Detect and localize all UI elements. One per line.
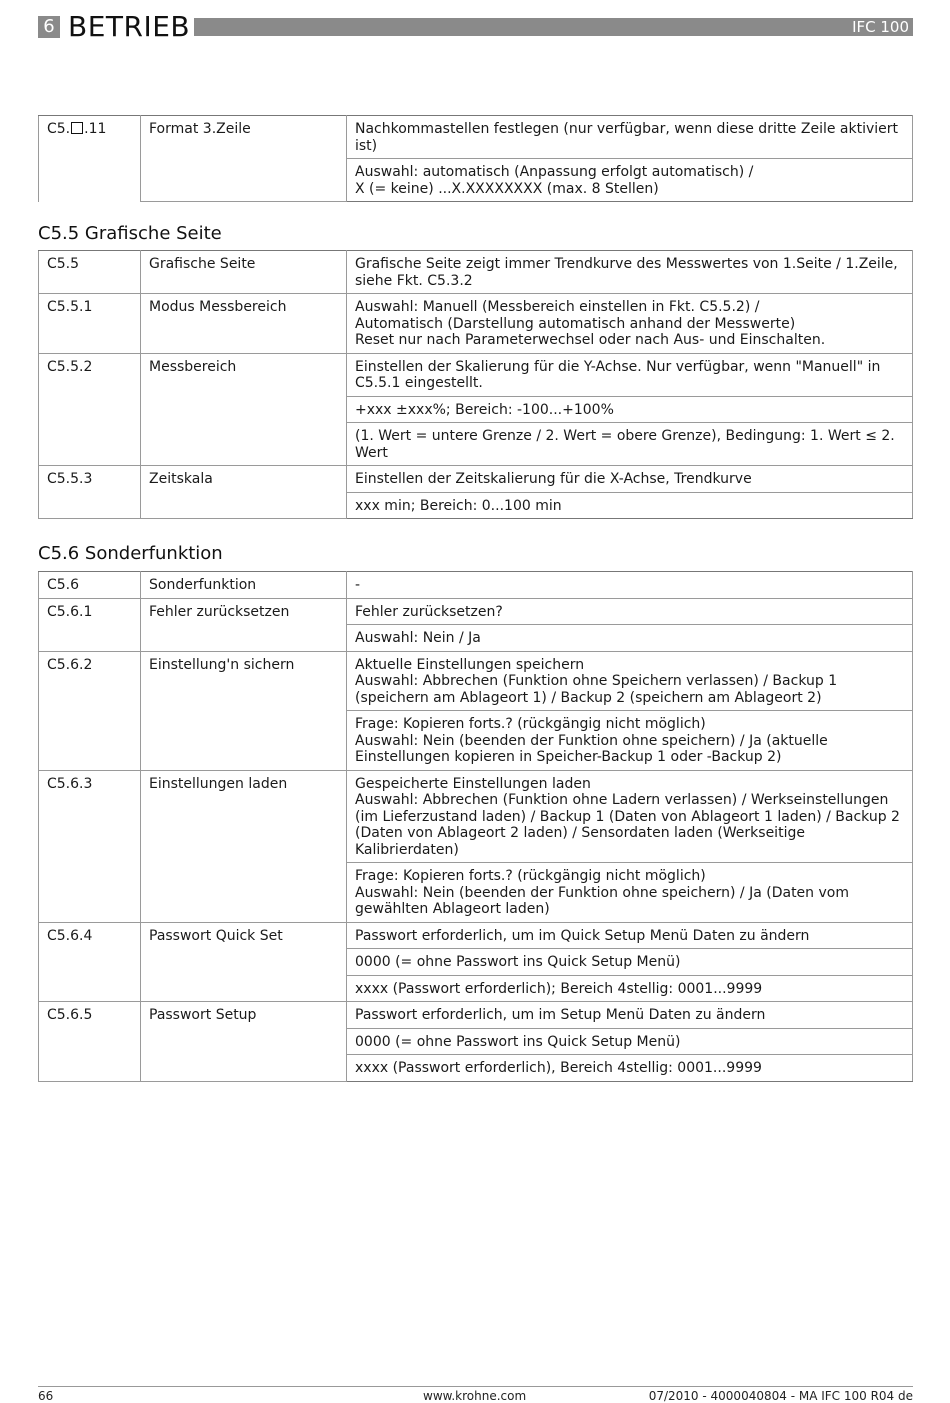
function-name: Grafische Seite xyxy=(141,251,347,294)
function-code: C5.5.3 xyxy=(39,466,141,519)
function-desc: Passwort erforderlich, um im Quick Setup Menü Daten zu ändern xyxy=(347,922,913,949)
function-code: C5.6.4 xyxy=(39,922,141,1002)
product-name: IFC 100 xyxy=(852,18,909,36)
function-code: C5. .11 xyxy=(39,116,141,202)
function-desc: Fehler zurücksetzen? xyxy=(347,598,913,625)
format-table xyxy=(38,115,913,202)
function-code: C5.6.1 xyxy=(39,598,141,651)
section-title: C5.5 Grafische Seite xyxy=(38,223,222,244)
function-desc: xxxx (Passwort erforderlich), Bereich 4stellig: 0001...9999 xyxy=(347,1055,913,1082)
function-desc: 0000 (= ohne Passwort ins Quick Setup Menü) xyxy=(347,949,913,976)
function-name: Einstellungen laden xyxy=(141,770,347,922)
chapter-number: 6 xyxy=(38,16,60,38)
function-name: Format 3.Zeile xyxy=(141,116,347,202)
function-desc: - xyxy=(347,572,913,599)
document-reference: 07/2010 - 4000040804 - MA IFC 100 R04 de xyxy=(648,1389,913,1403)
footer-divider xyxy=(38,1386,913,1387)
function-desc: xxx min; Bereich: 0...100 min xyxy=(347,492,913,519)
function-code: C5.6.2 xyxy=(39,651,141,770)
function-desc: Auswahl: Manuell (Messbereich einstellen in Fkt. C5.5.2) / Automatisch (Darstellung automatisch anhand der Messwerte) Reset nur nach Parameterwechsel oder nach Aus- und Einschalten. xyxy=(347,294,913,354)
function-desc: Gespeicherte Einstellungen laden Auswahl: Abbrechen (Funktion ohne Ladern verlassen) / Werkseinstellungen (im Lieferzustand laden) / Backup 1 (Daten von Ablageort 1 laden) / Backup 2 (Daten von Ablageort 2 laden) / Sensordaten laden (Werkseitige Kalibrierdaten) xyxy=(347,770,913,863)
placeholder-box-icon xyxy=(71,122,83,134)
function-name: Messbereich xyxy=(141,353,347,466)
function-code: C5.6.5 xyxy=(39,1002,141,1082)
section-title: C5.6 Sonderfunktion xyxy=(38,543,223,564)
function-desc: Aktuelle Einstellungen speichern Auswahl: Abbrechen (Funktion ohne Speichern verlassen) / Backup 1 (speichern am Ablageort 1) / Backup 2 (speichern am Ablageort 2) xyxy=(347,651,913,711)
header-bar xyxy=(194,18,913,36)
function-desc: (1. Wert = untere Grenze / 2. Wert = obere Grenze), Bedingung: 1. Wert ≤ 2. Wert xyxy=(347,423,913,466)
function-desc: +xxx ±xxx%; Bereich: -100...+100% xyxy=(347,396,913,423)
function-desc: Einstellen der Zeitskalierung für die X-Achse, Trendkurve xyxy=(347,466,913,493)
function-code: C5.6 xyxy=(39,572,141,599)
function-name: Sonderfunktion xyxy=(141,572,347,599)
function-name: Einstellung'n sichern xyxy=(141,651,347,770)
function-desc: Frage: Kopieren forts.? (rückgängig nicht möglich) Auswahl: Nein (beenden der Funktion ohne speichern) / Ja (aktuelle Einstellungen kopieren in Speicher-Backup 1 oder -Backup 2) xyxy=(347,711,913,771)
function-desc: Auswahl: automatisch (Anpassung erfolgt automatisch) / X (= keine) ...X.XXXXXXXX (max. 8 Stellen) xyxy=(347,159,913,202)
function-name: Fehler zurücksetzen xyxy=(141,598,347,651)
function-name: Modus Messbereich xyxy=(141,294,347,354)
function-name: Passwort Setup xyxy=(141,1002,347,1082)
function-desc: Grafische Seite zeigt immer Trendkurve des Messwertes von 1.Seite / 1.Zeile, siehe Fkt. C5.3.2 xyxy=(347,251,913,294)
page-number: 66 xyxy=(38,1389,54,1403)
function-desc: Passwort erforderlich, um im Setup Menü Daten zu ändern xyxy=(347,1002,913,1029)
chapter-title: BETRIEB xyxy=(68,10,191,43)
function-desc: Einstellen der Skalierung für die Y-Achse. Nur verfügbar, wenn "Manuell" in C5.5.1 eingestellt. xyxy=(347,353,913,396)
function-code: C5.5.1 xyxy=(39,294,141,354)
sonderfunktion-table xyxy=(38,571,913,1082)
function-desc: Nachkommastellen festlegen (nur verfügbar, wenn diese dritte Zeile aktiviert ist) xyxy=(347,116,913,159)
website-link: www.krohne.com xyxy=(423,1389,527,1403)
page-header xyxy=(38,10,913,43)
function-desc: Auswahl: Nein / Ja xyxy=(347,625,913,652)
function-desc: Frage: Kopieren forts.? (rückgängig nicht möglich) Auswahl: Nein (beenden der Funktion ohne speichern) / Ja (Daten vom gewählten Ablageort laden) xyxy=(347,863,913,923)
function-code: C5.5 xyxy=(39,251,141,294)
function-code: C5.6.3 xyxy=(39,770,141,922)
function-code: C5.5.2 xyxy=(39,353,141,466)
grafische-seite-table xyxy=(38,250,913,519)
function-desc: xxxx (Passwort erforderlich); Bereich 4stellig: 0001...9999 xyxy=(347,975,913,1002)
function-name: Passwort Quick Set xyxy=(141,922,347,1002)
function-desc: 0000 (= ohne Passwort ins Quick Setup Menü) xyxy=(347,1028,913,1055)
function-name: Zeitskala xyxy=(141,466,347,519)
